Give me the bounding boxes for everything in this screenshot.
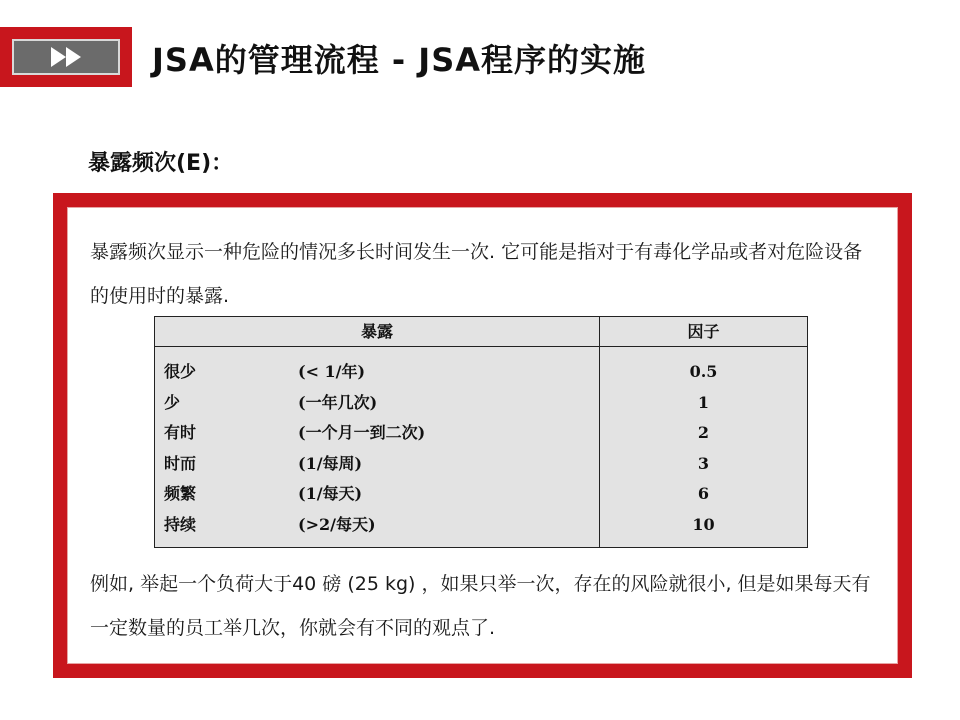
row-description: (< 1/年) [298,362,366,381]
row-description: (1/每天) [298,484,363,503]
row-level: 持续 [164,514,197,534]
header-exposure: 暴露 [360,322,393,341]
row-factor: 1 [697,392,710,412]
badge-inner [12,39,120,75]
row-level: 时而 [164,453,197,473]
row-level: 有时 [164,423,197,442]
row-description: (一个月一到二次) [298,423,426,442]
example-paragraph: 例如, 举起一个负荷大于40 磅 (25 kg) ，如果只举一次，存在的风险就很小, 但是如果每天有一定数量的员工举几次，你就会有不同的观点了. [90,573,871,639]
row-description: (一年几次) [298,392,378,412]
row-factor: 3 [697,453,710,473]
row-factor: 10 [692,514,715,534]
header-badge [0,27,132,87]
page-title: JSA的管理流程 - JSA程序的实施 [152,41,647,79]
header-factor: 因子 [687,322,720,341]
row-level: 很少 [164,362,197,381]
table-row [155,479,807,510]
table-header-row [155,317,807,347]
row-factor: 6 [697,484,710,503]
table-row [155,449,807,480]
section-heading: 暴露频次(E)： [88,151,234,176]
table-row [155,418,807,449]
exposure-table [154,316,808,548]
fast-forward-icon [49,46,83,68]
row-description: (1/每周) [298,453,363,473]
row-factor: 0.5 [689,362,718,381]
table-row [155,510,807,541]
frame-inner [67,207,898,664]
table-row [155,357,807,388]
row-level: 少 [164,392,181,412]
table-body [155,357,807,540]
content-frame [53,193,912,678]
table-row [155,388,807,419]
row-level: 频繁 [164,484,197,503]
intro-paragraph: 暴露频次显示一种危险的情况多长时间发生一次. 它可能是指对于有毒化学品或者对危险设备的使用时的暴露. [90,241,863,307]
row-factor: 2 [697,423,710,442]
row-description: (>2/每天) [298,514,376,534]
